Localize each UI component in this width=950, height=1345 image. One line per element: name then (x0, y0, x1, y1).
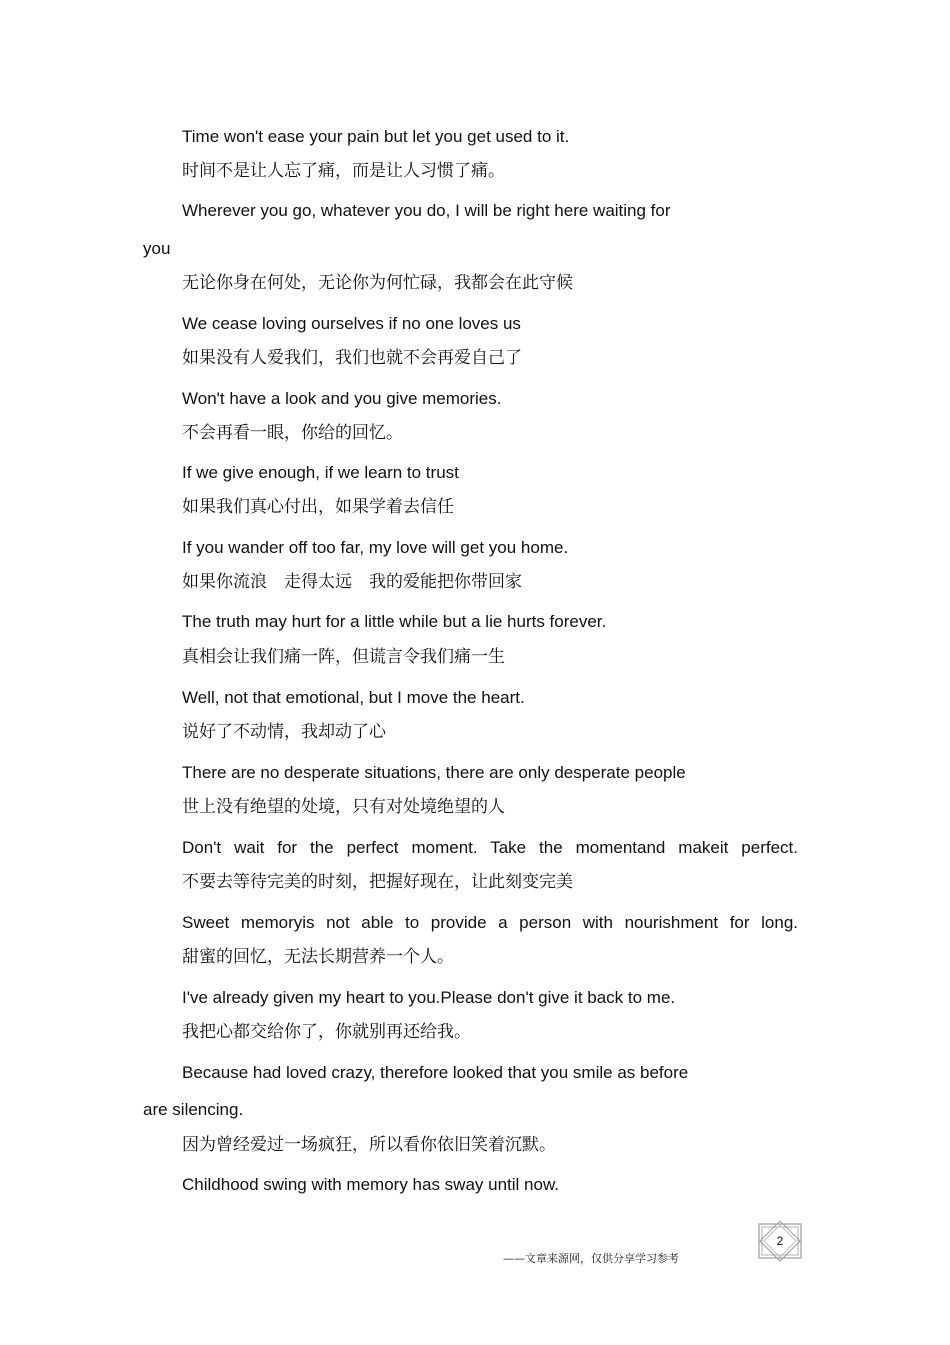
text-line-zh: 甜蜜的回忆，无法长期营养一个人。 (182, 947, 454, 967)
page-number-badge (756, 1220, 804, 1262)
text-line-en: Well, not that emotional, but I move the heart. (182, 688, 525, 707)
text-line-en: Won't have a look and you give memories. (182, 389, 502, 408)
text-line-en: We cease loving ourselves if no one loves us (182, 314, 521, 333)
text-line-zh: 因为曾经爱过一场疯狂，所以看你依旧笑着沉默。 (182, 1135, 556, 1155)
text-line-zh: 如果没有人爱我们，我们也就不会再爱自己了 (182, 348, 522, 368)
text-line-en: you (143, 239, 171, 258)
text-line-en: There are no desperate situations, there are only desperate people (182, 763, 686, 782)
text-line-en: The truth may hurt for a little while but a lie hurts forever. (182, 612, 607, 631)
text-line-zh: 不会再看一眼，你给的回忆。 (182, 423, 403, 443)
text-line-en: Because had loved crazy, therefore looked that you smile as before (182, 1063, 689, 1082)
text-line-en: Childhood swing with memory has sway until now. (182, 1175, 560, 1194)
text-line-zh: 时间不是让人忘了痛，而是让人习惯了痛。 (182, 161, 505, 181)
footer-note: ——文章来源网，仅供分享学习参考 (503, 1252, 679, 1265)
text-line-en: are silencing. (143, 1100, 244, 1119)
text-line-en: Time won't ease your pain but let you get used to it. (182, 127, 570, 146)
text-line-zh: 无论你身在何处，无论你为何忙碌，我都会在此守候 (182, 273, 573, 293)
text-line-en: If we give enough, if we learn to trust (182, 463, 459, 482)
text-line-zh: 如果我们真心付出，如果学着去信任 (182, 497, 454, 517)
text-line-en: I've already given my heart to you.Please don't give it back to me. (182, 988, 676, 1007)
text-line-zh: 说好了不动情，我却动了心 (182, 722, 386, 742)
text-line-zh: 真相会让我们痛一阵，但谎言令我们痛一生 (182, 647, 505, 667)
text-line-en: Wherever you go, whatever you do, I will be right here waiting for (182, 201, 671, 220)
page-number: 2 (776, 1234, 784, 1248)
text-line-en: Don't wait for the perfect moment. Take the momentand makeit perfect. (182, 838, 798, 857)
text-line-zh: 不要去等待完美的时刻，把握好现在，让此刻变完美 (182, 872, 573, 892)
text-line-zh: 我把心都交给你了，你就别再还给我。 (182, 1022, 471, 1042)
text-line-en: If you wander off too far, my love will get you home. (182, 538, 569, 557)
text-line-en: Sweet memoryis not able to provide a person with nourishment for long. (182, 913, 798, 932)
text-line-zh: 如果你流浪 走得太远 我的爱能把你带回家 (182, 572, 522, 592)
text-line-zh: 世上没有绝望的处境，只有对处境绝望的人 (182, 797, 505, 817)
